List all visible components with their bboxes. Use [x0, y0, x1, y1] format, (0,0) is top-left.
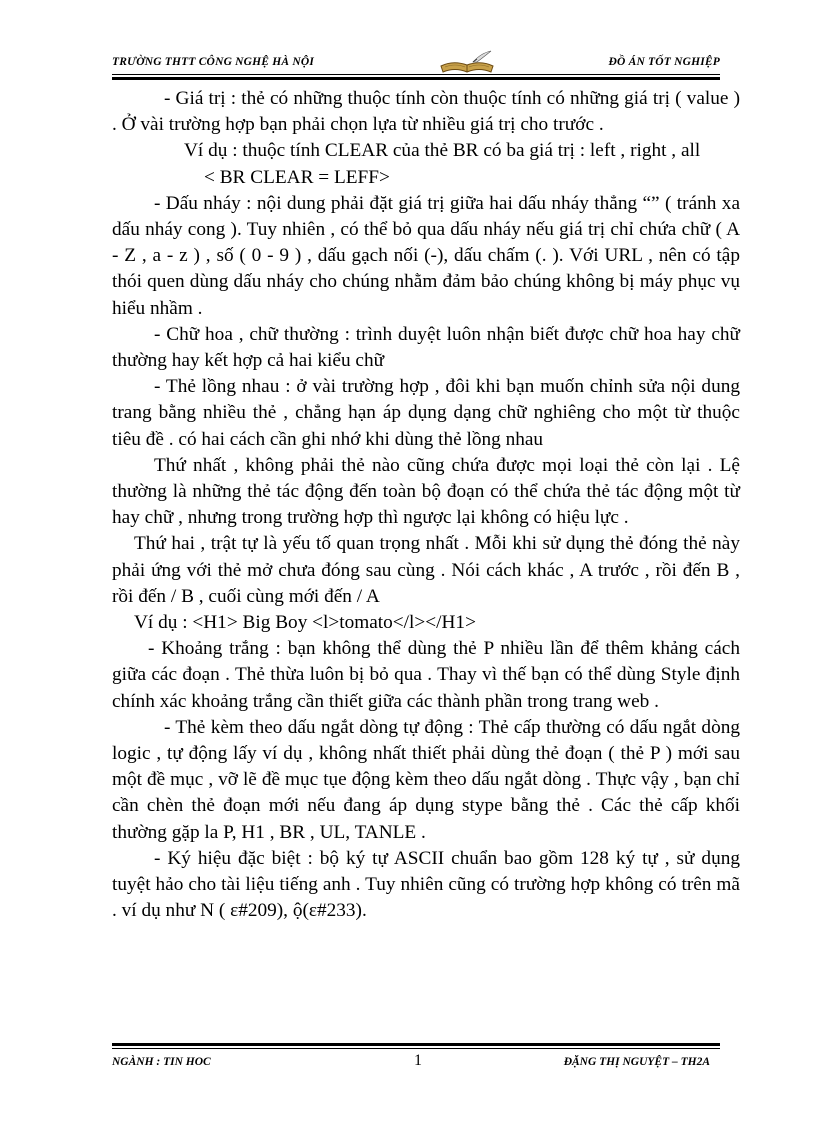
header-rule-thin	[112, 74, 720, 75]
paragraph-nested-tags: - Thẻ lồng nhau : ở vài trường hợp , đôi khi bạn muốn chỉnh sửa nội dung trang bằng nhiều thẻ , chẳng hạn áp dụng dạng chữ nghiêng cho một từ thuộc tiêu đề . có hai cách cần ghi nhớ khi dùng thẻ lồng nhau	[112, 376, 740, 450]
open-book-with-quill-icon	[437, 50, 497, 76]
header-rule-thick	[112, 77, 720, 80]
paragraph-whitespace: - Khoảng trắng : bạn không thể dùng thẻ P nhiều lần để thêm khảng cách giữa các đoạn . Thẻ thừa luôn bị bỏ qua . Thay vì thế bạn có thể dùng Style định chính xác khoảng trắng cần thiết giữa các thành phần trong trang web .	[112, 638, 740, 712]
page-body	[112, 86, 740, 925]
paragraph-second-rule: Thứ hai , trật tự là yếu tố quan trọng nhất . Mỗi khi sử dụng thẻ đóng thẻ này phải ứng với thẻ mở chưa đóng sau cùng . Nói cách khác , A trước , rồi đến B , rồi đến / B , cuối cùng mới đến / A	[112, 533, 740, 607]
page-footer	[112, 1054, 720, 1074]
footer-rule-thick	[112, 1043, 720, 1046]
paragraph-first-rule: Thứ nhất , không phải thẻ nào cũng chứa được mọi loại thẻ còn lại . Lệ thường là những thẻ tác động đến toàn bộ đoạn có thể chứa thẻ tác động một từ hay chữ , nhưng trong trường hợp thì ngược lại không có hiệu lực .	[112, 454, 740, 529]
page-header	[112, 50, 720, 72]
footer-rule-thin	[112, 1048, 720, 1049]
paragraph-case: - Chữ hoa , chữ thường : trình duyệt luôn nhận biết được chữ hoa hay chữ thường hay kết hợp cả hai kiểu chữ	[112, 323, 740, 372]
paragraph-special-chars: - Ký hiệu đặc biệt : bộ ký tự ASCII chuẩn bao gồm 128 ký tự , sử dụng tuyệt hảo cho tài liệu tiếng anh . Tuy nhiên cũng có trường hợp không có trên mã . ví dụ như N ( ε#209), ộ(ε#233).	[112, 847, 740, 922]
header-title: ĐỒ ÁN TỐT NGHIỆP	[608, 56, 720, 68]
header-school: TRƯỜNG THTT CÔNG NGHỆ HÀ NỘI	[112, 56, 315, 68]
page-number: 1	[414, 1052, 422, 1069]
paragraph-value: - Giá trị : thẻ có những thuộc tính còn thuộc tính có những giá trị ( value ) . Ở vài trường hợp bạn phải chọn lựa từ nhiều giá trị cho trước .	[112, 88, 740, 136]
footer-author: ĐẶNG THỊ NGUYỆT – TH2A	[563, 1056, 710, 1068]
paragraph-example-h1: Ví dụ : <H1> Big Boy <l>tomato</l></H1>	[134, 612, 476, 634]
paragraph-example-clear: Ví dụ : thuộc tính CLEAR của thẻ BR có ba giá trị : left , right , all	[184, 140, 701, 162]
paragraph-quotes: - Dấu nháy : nội dung phải đặt giá trị giữa hai dấu nháy thẳng “” ( tránh xa dấu nháy cong ). Tuy nhiên , có thể bỏ qua dấu nháy nếu giá trị chỉ chứa chữ ( A - Z , a - z ) , số ( 0 - 9 ) , dấu gạch nối (-), dấu chấm (. ). Với URL , nên có tập thói quen dùng dấu nháy cho chúng nhằm đảm bảo chúng không bị máy phục vụ hiểu nhầm .	[112, 192, 740, 319]
paragraph-line-break: - Thẻ kèm theo dấu ngắt dòng tự động : Thẻ cấp thường có dấu ngắt dòng logic , tự động lấy ví dụ , không nhất thiết phải dùng thẻ đoạn ( thẻ P ) mới sau một đề mục , vỡ lẽ đề mục tụe động kèm theo dấu ngắt dòng . Thực vậy , bạn chỉ cần chèn thẻ đoạn mới nếu đang áp dụng stype bằng thẻ . Các thẻ cấp khối thường gặp la P, H1 , BR , UL, TANLE .	[112, 716, 740, 843]
footer-major: NGÀNH : TIN HOC	[112, 1056, 211, 1068]
code-example-br: < BR CLEAR = LEFF>	[204, 166, 390, 188]
